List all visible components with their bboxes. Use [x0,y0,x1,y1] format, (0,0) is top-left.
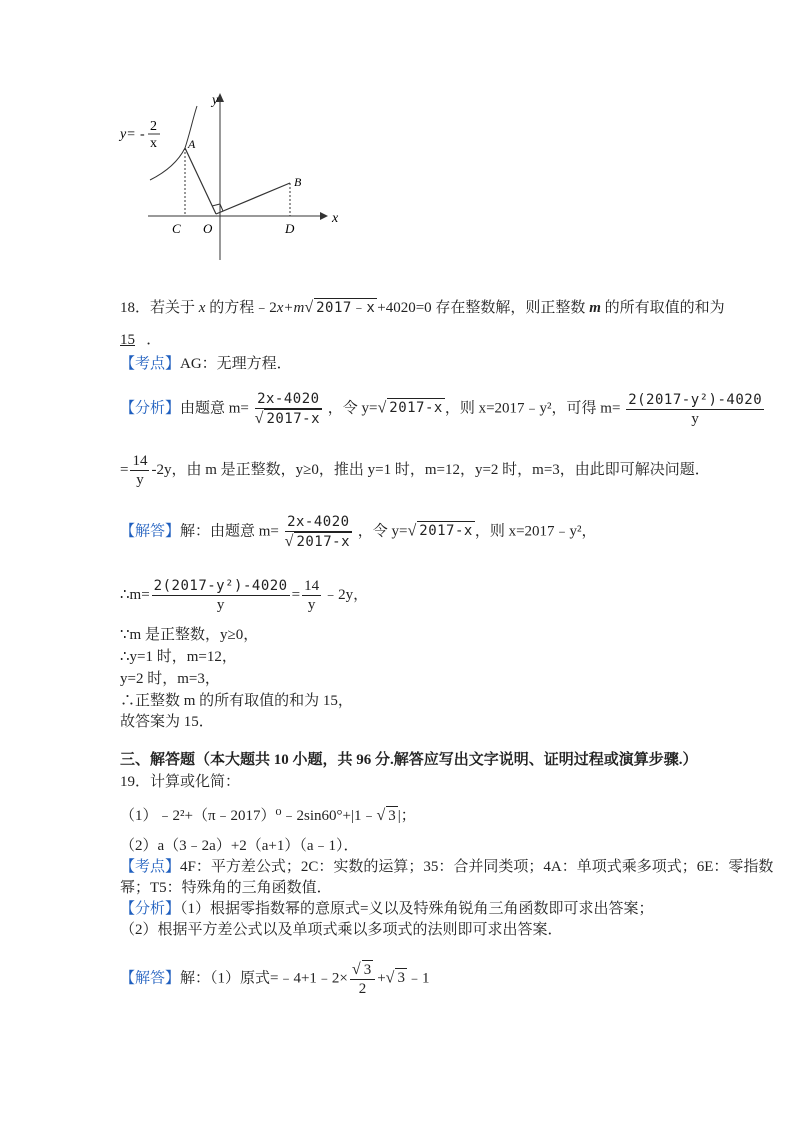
q18-sol-3: ∴y=1 时，m=12， [120,649,237,665]
q19-stem: 19．计算或化简： [120,774,241,790]
q19-part2: （2）a（3﹣2a）+2（a+1）（a﹣1）． [120,838,359,854]
label-point-o: O [203,221,213,236]
q19-fenxi-1: 【分析】（1）根据零指数幂的意原式=义以及特殊角锐角三角函数即可求出答案； [120,901,654,917]
q18-fenxi: 【分析】由题意 m= $\frac{2x-4020}{√ 2017-x}$ ，令 y=√ 2017-x ，则 x=2017﹣y²，可得 m= $\frac{\text{2(2017-y²)-4020}}{y}$ [120,391,763,427]
label-minus: - [140,127,145,142]
q19-fenxi-2: （2）根据平方差公式以及单项式乘以多项式的法则即可求出答案． [120,922,563,938]
label-point-a: A [188,137,196,151]
label-y-eq: y= [120,127,136,142]
q18-kaodian: 【考点】AG：无理方程． [120,356,292,372]
segment-ao [185,148,216,214]
q18-sol-5: ∴正整数 m 的所有取值的和为 15， [120,693,353,709]
q18-jieda: 【解答】解：由题意 m= $\frac{2x-4020}{√ 2017-x}$ ，令 y=√ 2017-x ，则 x=2017﹣y²， [120,514,597,550]
q19-kaodian-1: 【考点】4F：平方差公式；2C：实数的运算；35：合并同类项；4A：单项式乘多项式；6E：零指数 [120,859,774,875]
label-point-c: C [172,221,181,236]
label-frac-den: x [150,136,157,151]
label-point-b: B [294,175,302,189]
label-axis-x: x [332,211,339,226]
q18-stem: 18．若关于 x 的方程﹣2x+m√ 2017﹣x +4020=0 存在整数解，则正整数 m 的所有取值的和为 [120,299,725,316]
q19-part1: （1）﹣2²+（π﹣2017）⁰﹣2sin60°+|1﹣√ 3 |； [120,807,416,824]
label-axis-y: y [212,93,219,108]
q18-sol-6: 故答案为 15． [120,714,214,730]
q18-fenxi-line2: = $\frac{14}{y}$ -2y，由 m 是正整数，y≥0，推出 y=1 时，m=12，y=2 时，m=3，由此即可解决问题． [120,453,710,488]
function-graph [110,88,350,263]
label-point-d: D [285,221,295,236]
section3-heading: 三、解答题（本大题共 10 小题，共 96 分.解答应写出文字说明、证明过程或演算步骤.） [120,752,698,768]
q18-sol-4: y=2 时，m=3， [120,671,220,687]
q18-answer: 15 ． [120,332,162,348]
q19-jieda: 【解答】解：（1）原式=﹣4+1﹣2× $\frac{√ 3}{2}$ +√ 3 ﹣1 [120,961,430,997]
x-axis-arrow [320,212,328,220]
segment-ob [216,183,290,214]
q18-sol-2: ∵m 是正整数，y≥0， [120,627,259,643]
q18-sol-1: ∴m= $\frac{\text{2(2017-y²)-4020}}{y}$ = $\frac{14}{y}$ ﹣2y， [120,578,369,613]
q19-kaodian-2: 幂；T5：特殊角的三角函数值． [120,880,332,896]
label-frac-num: 2 [150,119,157,134]
